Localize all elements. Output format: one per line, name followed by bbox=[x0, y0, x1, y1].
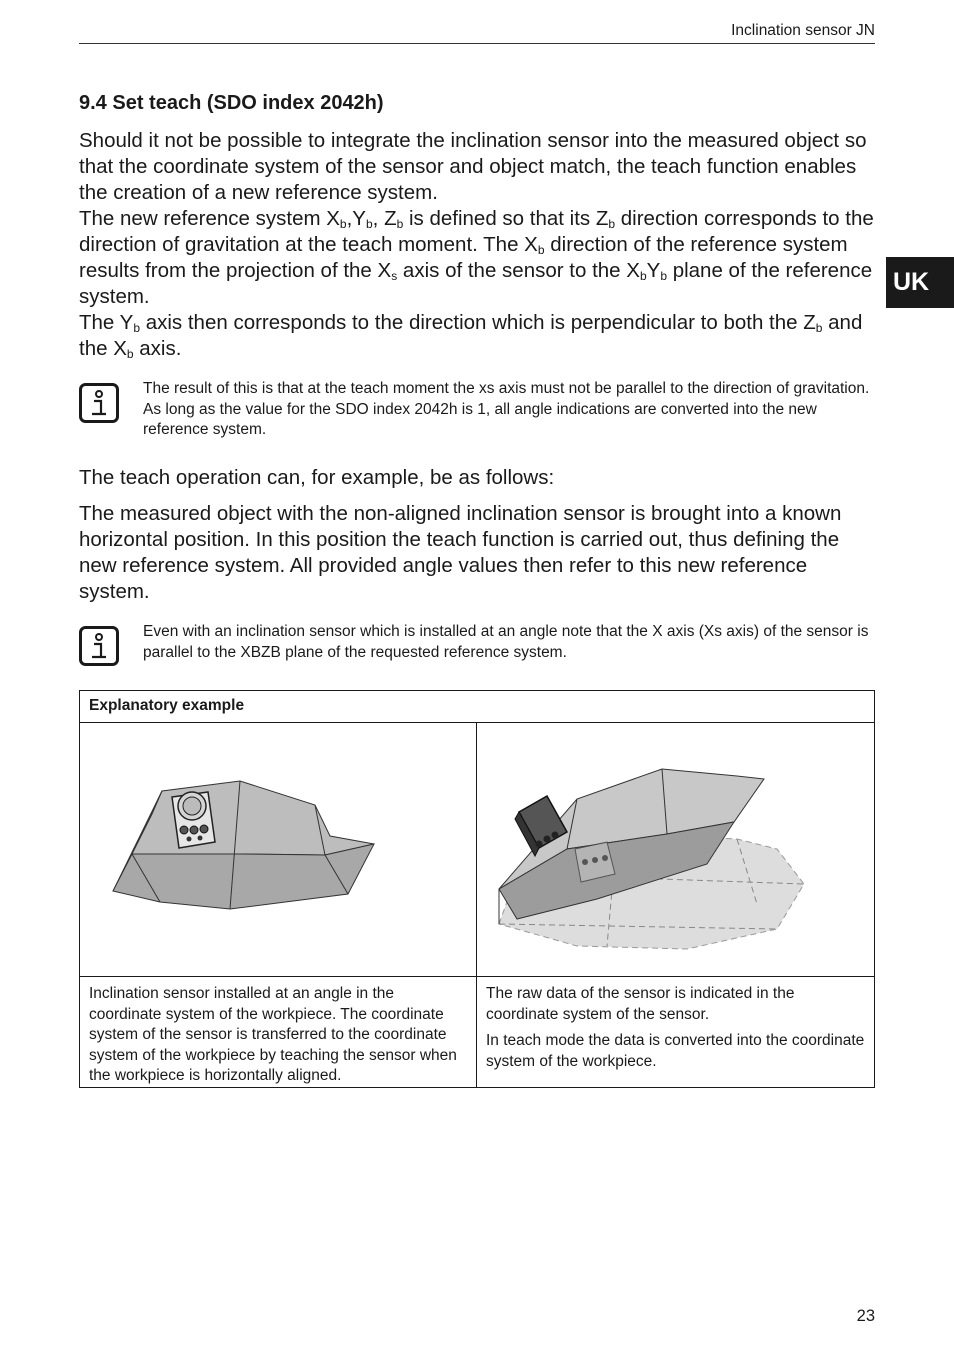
language-tab bbox=[886, 257, 954, 308]
info-icon bbox=[79, 626, 119, 666]
body-paragraph-2: The teach operation can, for example, be as follows: bbox=[79, 466, 555, 489]
header-title: Inclination sensor JN bbox=[731, 22, 875, 39]
header-rule bbox=[79, 43, 875, 44]
paragraph-intro: Should it not be possible to integrate the inclination sensor into the measured object so that the coordinate system of the sensor and object match, the teach function enables the creation of a new reference system. bbox=[79, 129, 867, 204]
example-table bbox=[79, 690, 875, 1088]
workpiece-reference-comparison-illustration bbox=[477, 724, 874, 976]
body-paragraph-3: The measured object with the non-aligned inclination sensor is brought into a known horizontal position. In this position the teach function is carried out, thus defining the new reference system. All provided angle values then refer to this new reference system. bbox=[79, 502, 842, 603]
body-paragraph-1 bbox=[79, 128, 875, 362]
caption-right bbox=[486, 984, 866, 1072]
table-row-divider bbox=[80, 976, 874, 977]
page-number: 23 bbox=[856, 1307, 875, 1325]
info-icon bbox=[79, 383, 119, 423]
caption-right-raw-data: The raw data of the sensor is indicated in the coordinate system of the sensor. bbox=[486, 985, 795, 1023]
note-1-text: The result of this is that at the teach moment the xs axis must not be parallel to the direction of gravitation. As long as the value for the SDO index 2042h is 1, all angle indications are converted into the new reference system. bbox=[143, 380, 870, 438]
note-2-text: Even with an inclination sensor which is installed at an angle note that the X axis (Xs axis) of the sensor is parallel to the XBZB plane of the requested reference system. bbox=[143, 623, 869, 661]
caption-right-teach-mode: In teach mode the data is converted into the coordinate system of the workpiece. bbox=[486, 1032, 865, 1070]
example-table-header: Explanatory example bbox=[80, 691, 874, 723]
sensor-icon bbox=[172, 792, 215, 848]
workpiece-with-tilted-sensor-illustration bbox=[80, 724, 476, 976]
paragraph-reference-system: The new reference system $X_b,Y_b$, $Z_b$ is defined so that its $Z_b$ direction corresponds to the direction of gravitation at the teach moment. The $X_b$ direction of the reference system results from the projection of the $X_s$ axis of the sensor to the $X_bY_b$ plane of the reference system. bbox=[79, 207, 874, 308]
caption-left: Inclination sensor installed at an angle in the coordinate system of the workpiece. The coordinate system of the sensor is transferred to the coordinate system of the workpiece by teaching the sensor when the workpiece is horizontally aligned. bbox=[89, 985, 457, 1084]
section-heading: 9.4 Set teach (SDO index 2042h) bbox=[79, 92, 384, 114]
language-tab-label: UK bbox=[892, 268, 930, 296]
paragraph-y-axis: The $Y_b$ axis then corresponds to the direction which is perpendicular to both the $Z_b$ and the $X_b$ axis. bbox=[79, 311, 863, 361]
note-1 bbox=[79, 379, 875, 443]
note-2 bbox=[79, 622, 875, 672]
